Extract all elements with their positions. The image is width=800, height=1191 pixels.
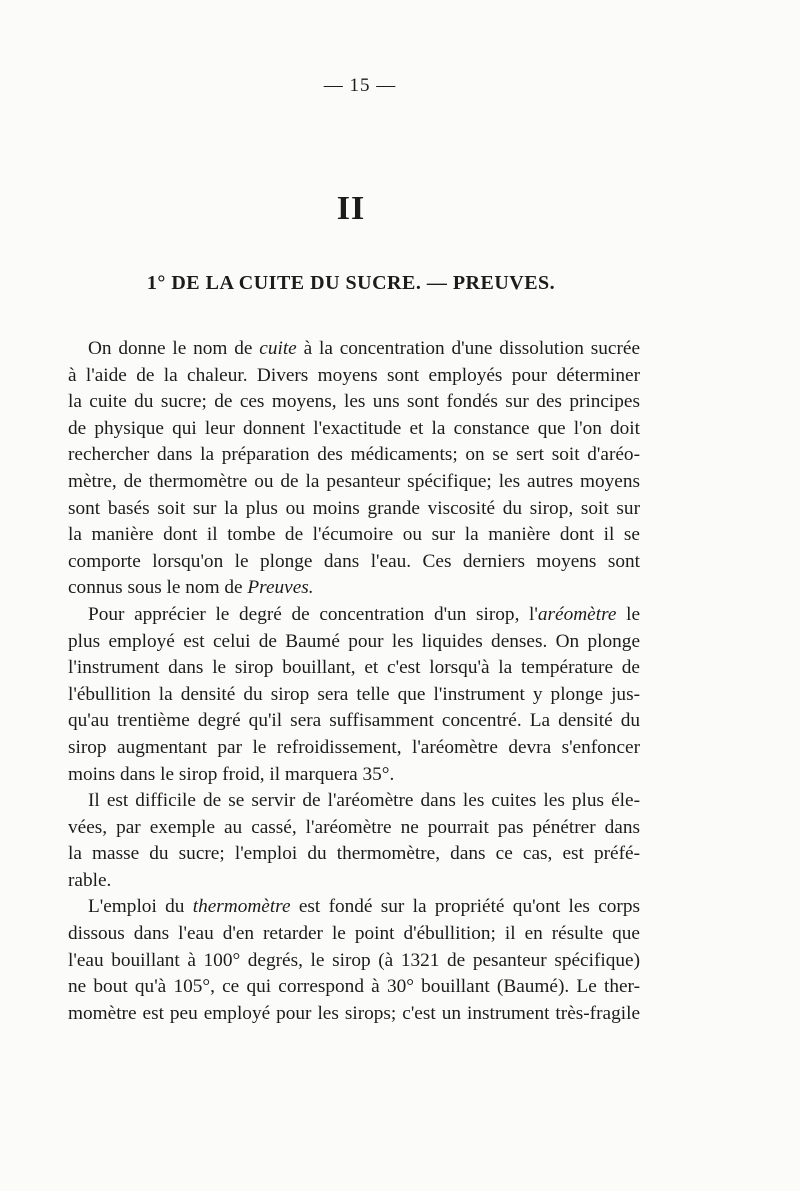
paragraph bbox=[68, 602, 640, 788]
text-run: sirop augmentant par le refroidissement, l'aréomètre devra s'enfoncer bbox=[68, 736, 640, 758]
text-line bbox=[68, 762, 640, 789]
italic-text: cuite bbox=[259, 338, 297, 359]
italic-text: Preuves. bbox=[247, 577, 314, 599]
text-run: L'emploi du bbox=[88, 896, 193, 918]
text-line bbox=[68, 416, 640, 443]
text-run: le bbox=[616, 603, 640, 625]
text-run: la cuite du sucre; de ces moyens, les uns sont fondés sur des principes bbox=[68, 391, 640, 413]
text-run: rechercher dans la préparation des médicaments; on se sert soit d'aréo- bbox=[68, 444, 640, 466]
text-line bbox=[68, 522, 640, 549]
text-run: momètre est peu employé pour les sirops; c'est un instrument très-fragile bbox=[68, 1002, 640, 1024]
text-run: ne bout qu'à 105°, ce qui correspond à 30° bouillant (Baumé). Le ther- bbox=[68, 976, 640, 998]
text-run: vées, par exemple au cassé, l'aréomètre ne pourrait pas pénétrer dans bbox=[68, 816, 640, 838]
text-line bbox=[68, 389, 640, 416]
page-number: — 15 — bbox=[323, 75, 397, 96]
text-line bbox=[68, 549, 640, 576]
text-run: l'ébullition la densité du sirop sera telle que l'instrument y plonge jus- bbox=[68, 683, 640, 705]
italic-text: thermomètre bbox=[192, 896, 291, 918]
text-line bbox=[68, 894, 640, 921]
text-run: la masse du sucre; l'emploi du thermomètre, dans ce cas, est préfé- bbox=[68, 843, 640, 865]
paragraph bbox=[68, 788, 640, 894]
text-line bbox=[68, 442, 640, 469]
text-line bbox=[68, 788, 640, 815]
text-line bbox=[68, 682, 640, 709]
section-title: 1° DE LA CUITE DU SUCRE. — PREUVES. bbox=[146, 272, 556, 294]
text-line bbox=[68, 602, 640, 629]
text-run: dissous dans l'eau d'en retarder le point d'ébullition; il en résulte que bbox=[68, 923, 640, 945]
text-line bbox=[68, 1001, 640, 1028]
text-run: mètre, de thermomètre ou de la pesanteur spécifique; les autres moyens bbox=[68, 470, 640, 492]
text-run: connus sous le nom de bbox=[68, 577, 248, 599]
text-run: plus employé est celui de Baumé pour les liquides denses. On plonge bbox=[68, 630, 640, 652]
text-run: l'eau bouillant à 100° degrés, le sirop (à 1321 de pesanteur spécifique) bbox=[68, 949, 640, 971]
text-run: la manière dont il tombe de l'écumoire ou sur la manière dont il se bbox=[68, 524, 640, 546]
text-run: Pour apprécier le degré de concentration d'un sirop, l' bbox=[88, 603, 538, 625]
body-text bbox=[68, 336, 640, 1027]
text-line bbox=[68, 921, 640, 948]
text-line bbox=[68, 708, 640, 735]
text-line bbox=[68, 336, 640, 363]
text-run: Il est difficile de se servir de l'aréomètre dans les cuites les plus éle- bbox=[88, 790, 640, 812]
text-run: qu'au trentième degré qu'il sera suffisamment concentré. La densité du bbox=[68, 710, 640, 732]
chapter-numeral: II bbox=[336, 190, 366, 227]
text-line bbox=[68, 469, 640, 496]
text-run: sont basés soit sur la plus ou moins grande viscosité du sirop, soit sur bbox=[68, 497, 640, 519]
text-line bbox=[68, 815, 640, 842]
paragraph bbox=[68, 894, 640, 1027]
text-line bbox=[68, 948, 640, 975]
text-line bbox=[68, 735, 640, 762]
text-line bbox=[68, 363, 640, 390]
text-run: à l'aide de la chaleur. Divers moyens sont employés pour déterminer bbox=[68, 364, 640, 386]
paragraph bbox=[68, 336, 640, 602]
text-line bbox=[68, 496, 640, 523]
text-line bbox=[68, 575, 640, 602]
text-line bbox=[68, 974, 640, 1001]
italic-text: aréomètre bbox=[537, 603, 617, 625]
text-run: de physique qui leur donnent l'exactitude et la constance que l'on doit bbox=[68, 417, 640, 439]
text-line bbox=[68, 655, 640, 682]
text-run: l'instrument dans le sirop bouillant, et c'est lorsqu'à la température de bbox=[68, 657, 640, 679]
text-line bbox=[68, 841, 640, 868]
text-run: On donne le nom de bbox=[88, 338, 260, 359]
text-run: moins dans le sirop froid, il marquera 35°. bbox=[68, 763, 395, 785]
text-line bbox=[68, 629, 640, 656]
text-run: est fondé sur la propriété qu'ont les corps bbox=[290, 896, 640, 918]
text-run: rable. bbox=[68, 869, 112, 891]
text-run: comporte lorsqu'on le plonge dans l'eau. Ces derniers moyens sont bbox=[68, 550, 640, 572]
text-line bbox=[68, 868, 640, 895]
text-run: à la concentration d'une dissolution sucrée bbox=[296, 338, 640, 359]
